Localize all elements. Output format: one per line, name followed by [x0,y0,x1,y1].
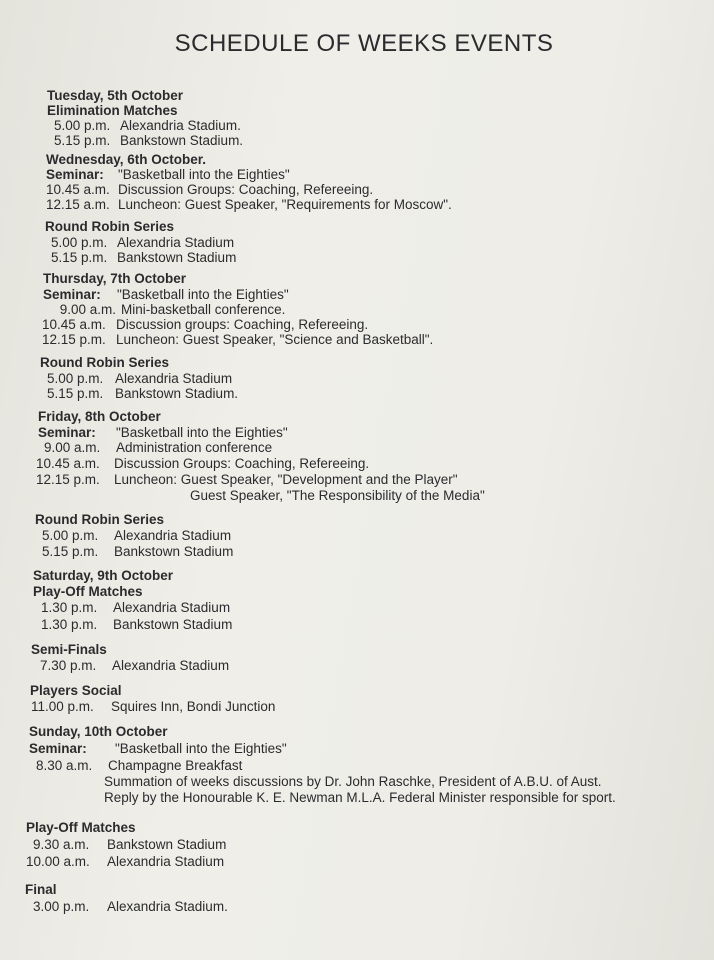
seminar-line [38,425,288,441]
row-text: Alexandria Stadium [114,528,232,543]
schedule-row [54,133,243,149]
seminar-label: Seminar: [43,287,101,302]
schedule-row [42,317,368,333]
section-round-robin-series: Round Robin Series [35,512,165,527]
seminar-label: Seminar: [46,167,104,182]
schedule-row [47,371,232,387]
day-heading-sunday: Sunday, 10th October [29,724,168,739]
row-time: 1.30 p.m. [41,600,98,615]
row-time: 12.15 p.m. [36,472,100,487]
row-text: Alexandria Stadium [112,658,230,673]
seminar-title: "Basketball into the Eighties" [115,741,287,756]
schedule-row [31,699,275,715]
row-time: 8.30 a.m. [36,758,93,773]
row-text: Bankstown Stadium. [120,133,244,148]
schedule-row [46,197,452,213]
schedule-row [51,250,236,266]
row-time: 5.00 p.m. [42,528,99,543]
row-time: 5.15 p.m. [47,386,104,401]
section-final: Final [25,882,57,897]
row-time: 1.30 p.m. [41,617,98,632]
schedule-row [42,332,433,348]
row-time: 9.00 a.m. [59,302,116,317]
row-time: 10.45 a.m. [46,182,110,197]
day-heading-wednesday: Wednesday, 6th October. [46,152,207,167]
schedule-row [26,854,224,870]
row-time: 12.15 p.m. [42,332,106,347]
row-text: Alexandria Stadium [117,235,235,250]
row-text: Discussion Groups: Coaching, Refereeing. [118,182,374,197]
schedule-row [42,544,233,560]
seminar-title: "Basketball into the Eighties" [118,167,290,182]
row-text: Mini-basketball conference. [121,302,286,317]
row-time: 10.45 a.m. [42,317,106,332]
row-text: Administration conference [116,440,273,455]
row-time: 11.00 p.m. [31,699,94,714]
seminar-label: Seminar: [29,741,87,756]
row-time: 5.15 p.m. [51,250,108,265]
section-play-off-matches: Play-Off Matches [33,584,143,599]
day-heading-saturday: Saturday, 9th October [33,568,174,583]
schedule-row [33,837,226,853]
row-text: Alexandria Stadium [115,371,233,386]
schedule-row [46,182,373,198]
row-text: Champagne Breakfast [108,758,243,773]
seminar-label: Seminar: [38,425,96,440]
note-line: Reply by the Honourable K. E. Newman M.L.A. Federal Minister responsible for sport. [104,790,616,805]
row-time: 5.15 p.m. [42,544,99,559]
row-text: Alexandria Stadium. [120,118,241,133]
row-text: Bankstown Stadium. [115,386,239,401]
row-time: 12.15 a.m. [46,197,110,212]
row-text: Bankstown Stadium [113,617,233,632]
row-time: 5.00 p.m. [54,118,111,133]
row-text: Bankstown Stadium [117,250,237,265]
schedule-row [36,758,242,774]
section-round-robin-series: Round Robin Series [40,355,170,370]
section-play-off-matches: Play-Off Matches [26,820,136,835]
row-time: 5.00 p.m. [51,235,108,250]
row-time: 10.00 a.m. [26,854,90,869]
seminar-line [29,741,287,757]
seminar-title: "Basketball into the Eighties" [117,287,289,302]
schedule-row [41,617,232,633]
row-text: Discussion Groups: Coaching, Refereeing. [114,456,370,471]
schedule-row [36,472,458,488]
row-text: Luncheon: Guest Speaker, "Science and Basketball". [116,332,434,347]
row-text: Alexandria Stadium. [107,899,228,914]
day-heading-friday: Friday, 8th October [38,409,161,424]
schedule-row [40,658,229,674]
section-semi-finals: Semi-Finals [31,642,107,657]
row-text: Squires Inn, Bondi Junction [111,699,276,714]
section-elimination-matches: Elimination Matches [47,103,178,118]
schedule-row [42,528,231,544]
row-text: Alexandria Stadium [113,600,231,615]
seminar-line [43,287,289,303]
row-time: 3.00 p.m. [33,899,90,914]
row-text: Bankstown Stadium [107,837,227,852]
schedule-row [44,440,272,456]
schedule-row [54,118,241,134]
row-text: Discussion groups: Coaching, Refereeing. [116,317,369,332]
row-text: Bankstown Stadium [114,544,234,559]
schedule-row [41,600,230,616]
section-round-robin-series: Round Robin Series [45,219,175,234]
schedule-row [51,235,234,251]
row-text: Luncheon: Guest Speaker, "Requirements for Moscow". [118,197,452,212]
extra-speaker: Guest Speaker, "The Responsibility of the Media" [190,488,485,503]
schedule-row [33,899,228,915]
row-time: 9.00 a.m. [44,440,101,455]
section-players-social: Players Social [30,683,122,698]
row-text: Luncheon: Guest Speaker, "Development and the Player" [114,472,458,487]
day-heading-tuesday: Tuesday, 5th October [47,88,184,103]
row-time: 5.00 p.m. [47,371,104,386]
row-time: 10.45 a.m. [36,456,100,471]
row-time: 7.30 p.m. [40,658,97,673]
row-time: 9.30 a.m. [33,837,90,852]
note-line: Summation of weeks discussions by Dr. John Raschke, President of A.B.U. of Aust. [104,774,602,789]
page-title: SCHEDULE OF WEEKS EVENTS [174,30,554,57]
seminar-line [46,167,290,183]
row-time: 5.15 p.m. [54,133,111,148]
schedule-row [47,386,238,402]
schedule-row [36,456,369,472]
seminar-title: "Basketball into the Eighties" [116,425,288,440]
day-heading-thursday: Thursday, 7th October [43,271,187,286]
schedule-row [46,302,285,318]
row-text: Alexandria Stadium [107,854,225,869]
